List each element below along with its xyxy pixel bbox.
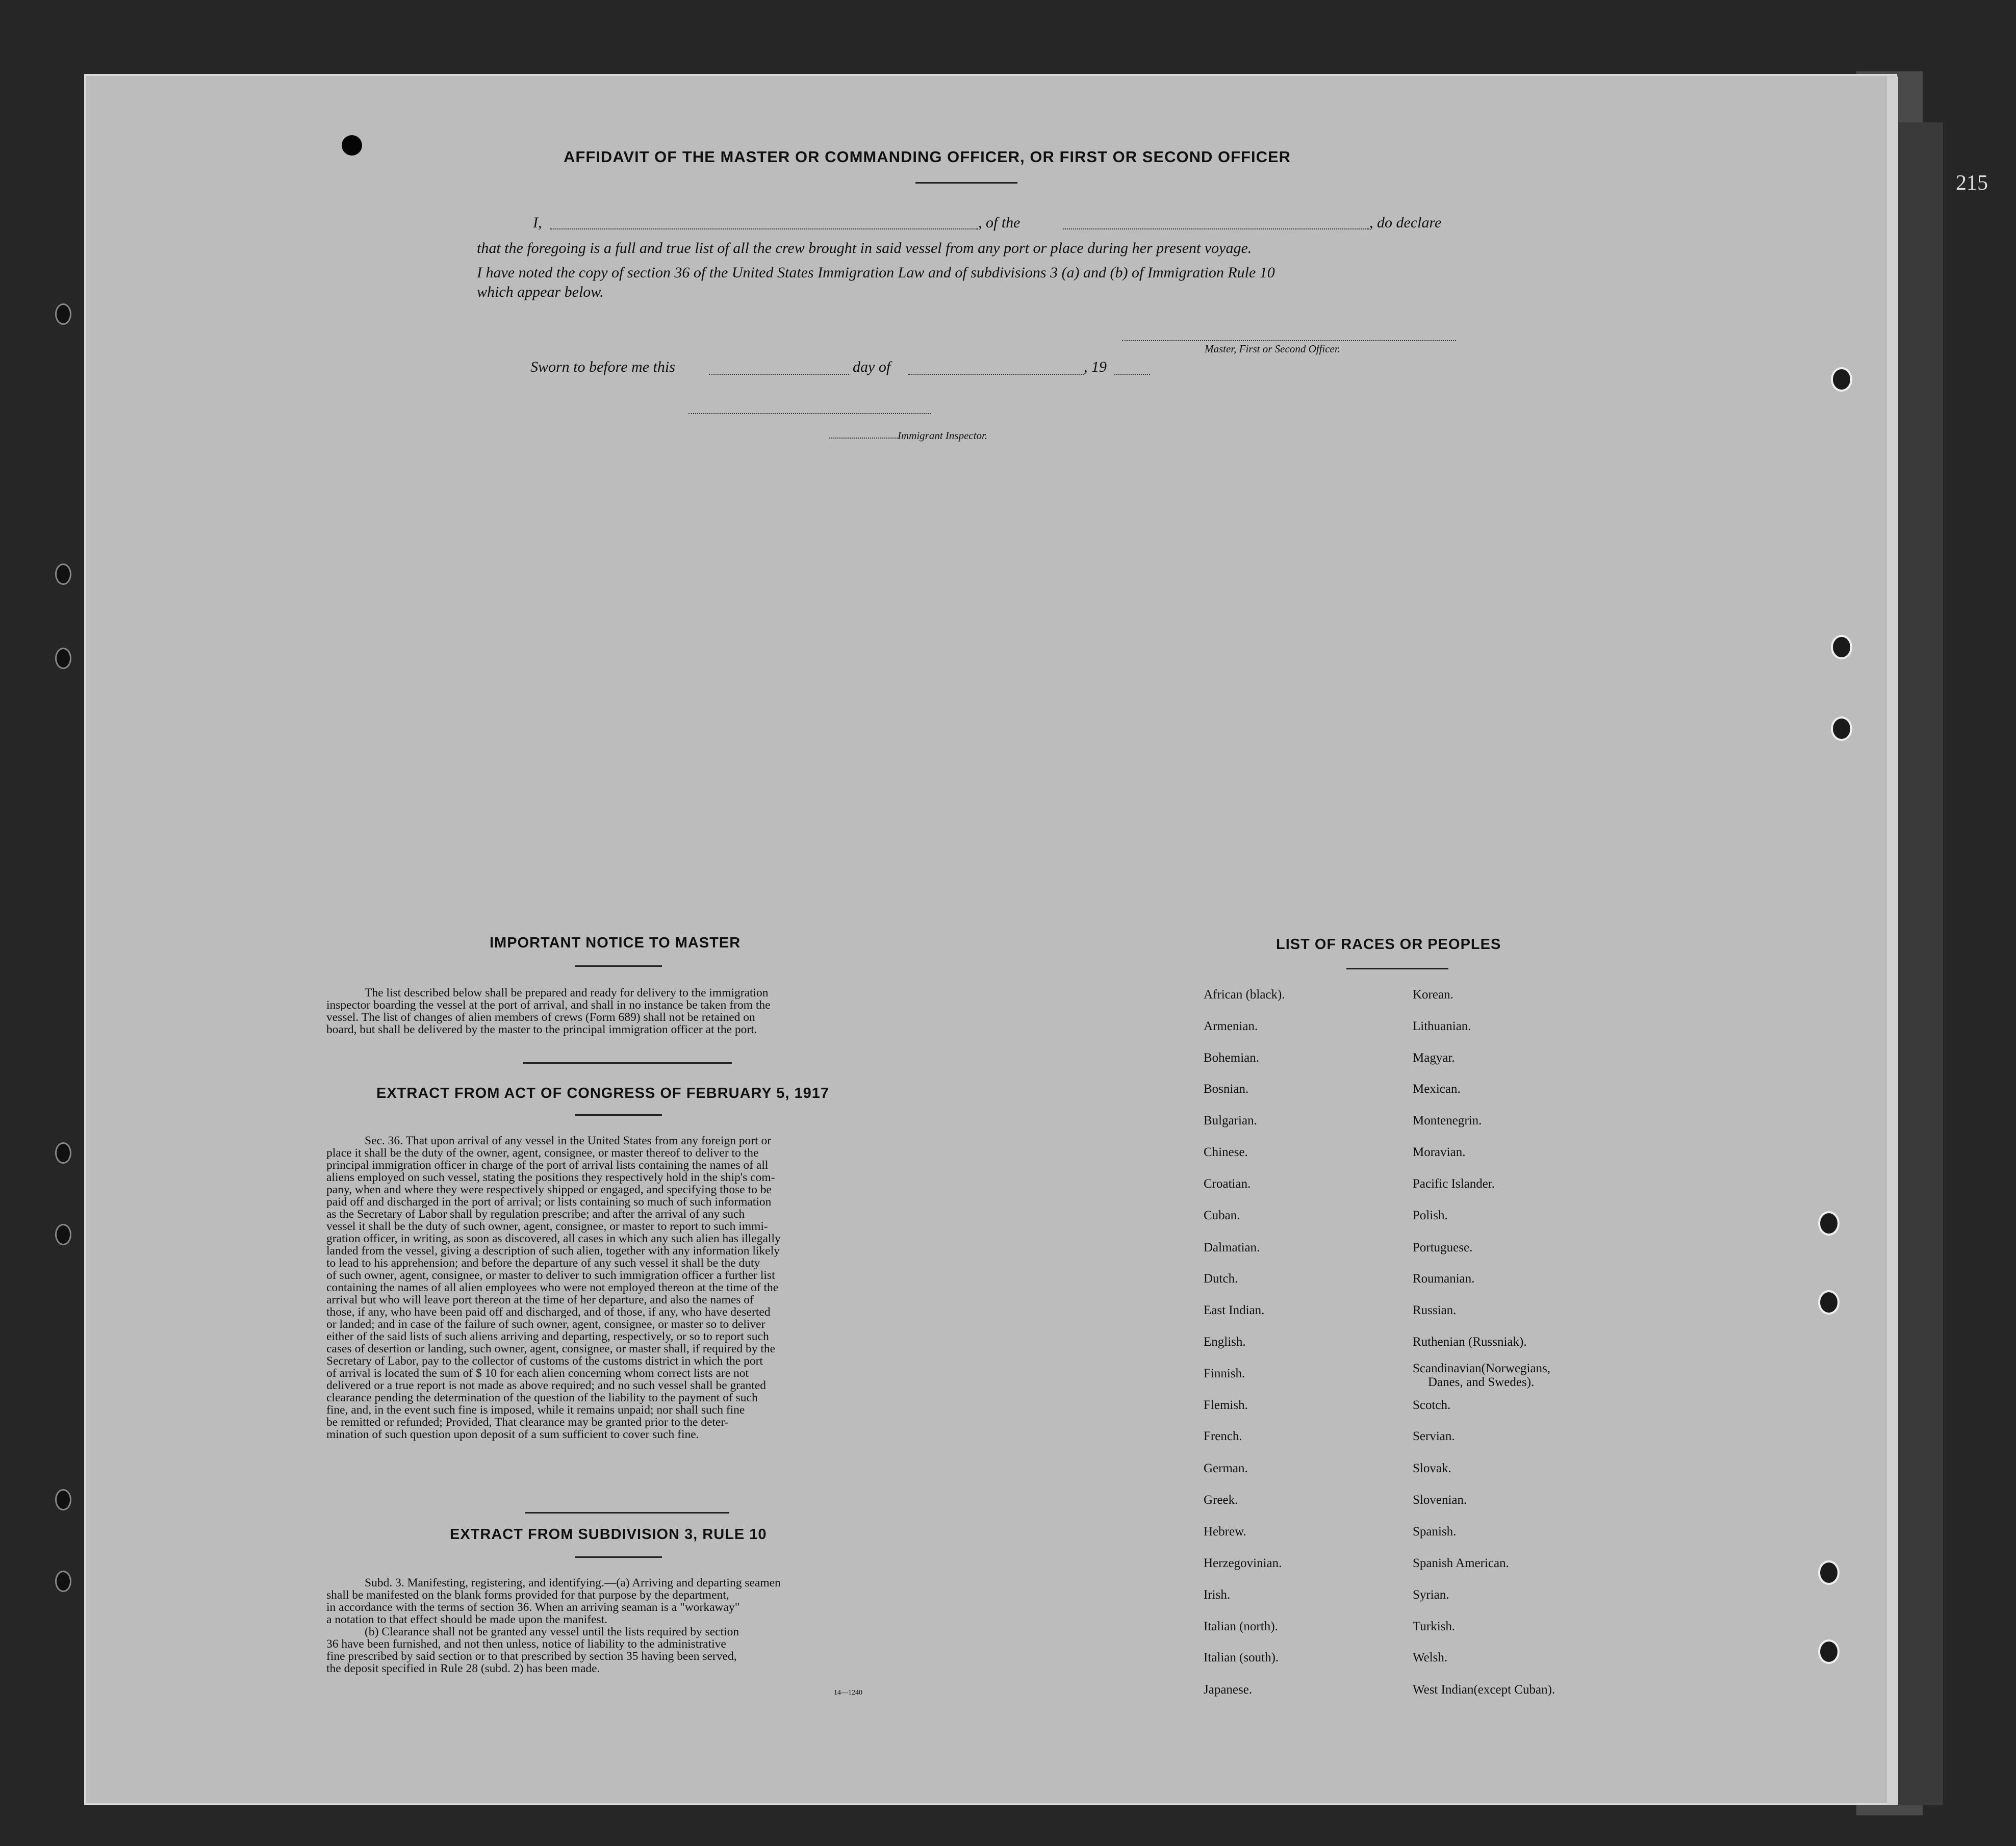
notice-text	[326, 987, 926, 1036]
act-text	[326, 1135, 926, 1441]
race-item: German.	[1204, 1462, 1248, 1475]
notice-line: inspector boarding the vessel at the port of arrival, and shall in no instance be taken from the	[326, 998, 771, 1012]
rule-title: EXTRACT FROM SUBDIVISION 3, RULE 10	[450, 1526, 767, 1543]
title-rule	[915, 182, 1017, 184]
affidavit-i: I,	[533, 214, 542, 231]
affidavit-do-declare: , do declare	[1369, 214, 1442, 231]
punch-hole-icon	[1818, 1560, 1840, 1585]
race-item: Turkish.	[1413, 1620, 1456, 1633]
race-item: Syrian.	[1413, 1588, 1449, 1602]
race-item: Bulgarian.	[1204, 1114, 1257, 1127]
paragraph-line: aliens employed on such vessel, stating the positions they respectively hold in the ship's com-	[326, 1171, 775, 1184]
paragraph-line: fine prescribed by said section or to that prescribed by section 35 having been served,	[326, 1650, 737, 1663]
paragraph-line: in accordance with the terms of section 36. When an arriving seaman is a "workaway"	[326, 1601, 740, 1614]
page-number: 215	[1956, 171, 1988, 195]
punch-hole-icon	[1818, 1639, 1840, 1664]
day-of-label: day of	[853, 358, 891, 375]
race-item: Danes, and Swedes).	[1428, 1375, 1535, 1389]
paragraph-line: shall be manifested on the blank forms provided for that purpose by the department,	[326, 1588, 729, 1602]
race-item: Dalmatian.	[1204, 1241, 1260, 1254]
ink-dot-icon	[342, 135, 362, 156]
race-item: Magyar.	[1413, 1051, 1455, 1065]
sworn-label: Sworn to before me this	[530, 358, 675, 375]
paragraph-line: paid off and discharged in the port of arrival; or lists containing so much of such information	[326, 1195, 772, 1209]
act-title: EXTRACT FROM ACT OF CONGRESS OF FEBRUARY 5, 1917	[376, 1085, 830, 1101]
paragraph-line: be remitted or refunded; Provided, That clearance may be granted prior to the deter-	[326, 1416, 729, 1429]
paragraph-line: 36 have been furnished, and not then unless, notice of liability to the administrative	[326, 1637, 726, 1651]
race-item: Greek.	[1204, 1493, 1238, 1507]
race-item: Portuguese.	[1413, 1241, 1473, 1254]
race-item: English.	[1204, 1335, 1246, 1349]
punch-hole-icon	[1831, 716, 1852, 741]
race-item: Polish.	[1413, 1209, 1448, 1222]
inspector-caption: Immigrant Inspector.	[898, 429, 988, 442]
notice-line: The list described below shall be prepared and ready for delivery to the immigration	[365, 986, 769, 999]
paragraph-line: arrival but who will leave port thereon at the time of her departure, and also the names of	[326, 1293, 754, 1306]
affidavit-title: AFFIDAVIT OF THE MASTER OR COMMANDING OFFICER, OR FIRST OR SECOND OFFICER	[564, 148, 1291, 166]
day-blank	[709, 374, 849, 375]
paragraph-line: Subd. 3. Manifesting, registering, and identifying.—(a) Arriving and departing seamen	[365, 1576, 781, 1589]
affidavit-line-2: that the foregoing is a full and true list of all the crew brought in said vessel from any port or place during her present voyage.	[477, 240, 1252, 257]
race-item: Servian.	[1413, 1429, 1455, 1443]
paragraph-line: delivered or a true report is not made as above required; and no such vessel shall be granted	[326, 1379, 767, 1392]
name-blank	[550, 228, 978, 229]
race-item: Moravian.	[1413, 1145, 1466, 1159]
paragraph-line: of such owner, agent, consignee, or master to deliver to such immigration officer a further list	[326, 1269, 775, 1282]
act-divider	[525, 1512, 729, 1514]
paragraph-line: of arrival is located the sum of $ 10 for each alien concerning whom correct lists are not	[326, 1367, 749, 1380]
paragraph-line: Secretary of Labor, pay to the collector of customs of the customs district in which the port	[326, 1354, 763, 1368]
race-item: Chinese.	[1204, 1145, 1248, 1159]
binding-hole-icon	[55, 1142, 71, 1164]
paragraph-line: pany, when and where they were respectively shipped or engaged, and specifying those to be	[326, 1183, 772, 1196]
master-caption: Master, First or Second Officer.	[1205, 343, 1340, 355]
notice-divider	[523, 1062, 732, 1064]
races-title: LIST OF RACES OR PEOPLES	[1276, 936, 1501, 953]
affidavit-of-the: , of the	[978, 214, 1020, 231]
binding-hole-icon	[55, 1224, 71, 1245]
year-blank	[1114, 374, 1150, 375]
race-item: Italian (south).	[1204, 1651, 1279, 1664]
race-item: Herzegovinian.	[1204, 1556, 1282, 1570]
race-item: French.	[1204, 1429, 1242, 1443]
race-item: African (black).	[1204, 988, 1285, 1002]
paragraph-line: the deposit specified in Rule 28 (subd. 2) has been made.	[326, 1662, 600, 1675]
race-item: Cuban.	[1204, 1209, 1240, 1222]
punch-hole-icon	[1818, 1211, 1840, 1236]
race-item: Spanish.	[1413, 1525, 1457, 1539]
act-rule	[575, 1114, 662, 1116]
paragraph-line: (b) Clearance shall not be granted any vessel until the lists required by section	[365, 1625, 739, 1638]
race-item: Welsh.	[1413, 1651, 1448, 1664]
race-item: West Indian(except Cuban).	[1413, 1683, 1555, 1697]
affidavit-line-3: I have noted the copy of section 36 of the United States Immigration Law and of subdivisions 3 (a) and (b) of Immigration Rule 10	[477, 264, 1275, 281]
paragraph-line: fine, and, in the event such fine is imposed, while it remains unpaid; nor shall such fine	[326, 1403, 745, 1417]
notice-line: board, but shall be delivered by the master to the principal immigration officer at the port.	[326, 1023, 757, 1036]
race-item: Slovak.	[1413, 1462, 1451, 1475]
paragraph-line: place it shall be the duty of the owner, agent, consignee, or master thereof to deliver to the	[326, 1146, 759, 1160]
paragraph-line: landed from the vessel, giving a description of such alien, together with any information likely	[326, 1244, 780, 1258]
race-item: Lithuanian.	[1413, 1019, 1471, 1033]
paragraph-line: vessel it shall be the duty of such owner, agent, consignee, or master to report to such immi-	[326, 1220, 768, 1233]
rule-rule	[575, 1556, 662, 1558]
paragraph-line: as the Secretary of Labor shall by regulation prescribe; and after the arrival of any such	[326, 1208, 745, 1221]
race-item: Irish.	[1204, 1588, 1231, 1602]
race-item: Bohemian.	[1204, 1051, 1260, 1065]
paragraph-line: clearance pending the determination of the question of the liability to the payment of such	[326, 1391, 758, 1404]
binding-hole-icon	[55, 1571, 71, 1592]
races-rule	[1346, 968, 1448, 969]
paragraph-line: a notation to that effect should be made upon the manifest.	[326, 1613, 608, 1626]
paragraph-line: mination of such question upon deposit of a sum sufficient to cover such fine.	[326, 1428, 699, 1441]
race-item: Italian (north).	[1204, 1620, 1278, 1633]
notice-rule	[575, 965, 662, 967]
paragraph-line: cases of desertion or landing, such owner, agent, consignee, or master shall, if required by the	[326, 1342, 776, 1355]
paragraph-line: containing the names of all alien employees who were not employed thereon at the time of the	[326, 1281, 779, 1294]
race-item: Bosnian.	[1204, 1082, 1249, 1096]
paragraph-line: those, if any, who have been paid off and discharged, and of those, if any, who have deserted	[326, 1305, 771, 1319]
paragraph-line: either of the said lists of such aliens arriving and departing, respectively, or so to report such	[326, 1330, 769, 1343]
race-item: Croatian.	[1204, 1177, 1251, 1191]
race-item: Japanese.	[1204, 1683, 1253, 1697]
paragraph-line: gration officer, in writing, as soon as discovered, all cases in which any such alien has illegally	[326, 1232, 781, 1245]
paragraph-line: principal immigration officer in charge of the port of arrival lists containing the names of all	[326, 1159, 769, 1172]
inspector-signature-line	[688, 413, 931, 414]
paragraph-line: Sec. 36. That upon arrival of any vessel in the United States from any foreign port or	[365, 1134, 772, 1147]
punch-hole-icon	[1831, 635, 1852, 659]
race-item: Flemish.	[1204, 1398, 1248, 1412]
affidavit-line-4: which appear below.	[477, 284, 604, 300]
race-item: Finnish.	[1204, 1367, 1245, 1380]
race-item: Korean.	[1413, 988, 1453, 1002]
inspector-leader	[829, 438, 898, 439]
rule-text	[326, 1577, 926, 1675]
punch-hole-icon	[1831, 367, 1852, 392]
document-page	[84, 74, 1897, 1805]
race-item: Hebrew.	[1204, 1525, 1246, 1539]
notice-line: vessel. The list of changes of alien members of crews (Form 689) shall not be retained on	[326, 1011, 755, 1024]
paragraph-line: to lead to his apprehension; and before the departure of any such vessel it shall be the duty	[326, 1257, 760, 1270]
race-item: Roumanian.	[1413, 1272, 1475, 1286]
race-item: Spanish American.	[1413, 1556, 1509, 1570]
race-item: Montenegrin.	[1413, 1114, 1482, 1127]
race-item: Ruthenian (Russniak).	[1413, 1335, 1527, 1349]
race-item: Pacific Islander.	[1413, 1177, 1495, 1191]
race-item: Dutch.	[1204, 1272, 1238, 1286]
race-item: Slovenian.	[1413, 1493, 1467, 1507]
month-blank	[908, 374, 1084, 375]
race-item: Mexican.	[1413, 1082, 1461, 1096]
binding-hole-icon	[55, 1489, 71, 1510]
form-number: 14—1240	[834, 1689, 862, 1697]
binding-hole-icon	[55, 303, 71, 325]
year-label: , 19	[1084, 358, 1107, 375]
page-edge	[1887, 76, 1898, 1805]
vessel-blank	[1063, 228, 1369, 229]
race-item: Russian.	[1413, 1303, 1457, 1317]
race-item: East Indian.	[1204, 1303, 1265, 1317]
master-signature-line	[1122, 340, 1456, 341]
race-item: Scandinavian(Norwegians,	[1413, 1362, 1551, 1375]
paragraph-line: or landed; and in case of the failure of such owner, agent, consignee, or master so to deliver	[326, 1318, 765, 1331]
race-item: Armenian.	[1204, 1019, 1258, 1033]
binding-hole-icon	[55, 648, 71, 669]
notice-title: IMPORTANT NOTICE TO MASTER	[490, 935, 741, 951]
race-item: Scotch.	[1413, 1398, 1451, 1412]
binding-hole-icon	[55, 563, 71, 585]
punch-hole-icon	[1818, 1290, 1840, 1315]
